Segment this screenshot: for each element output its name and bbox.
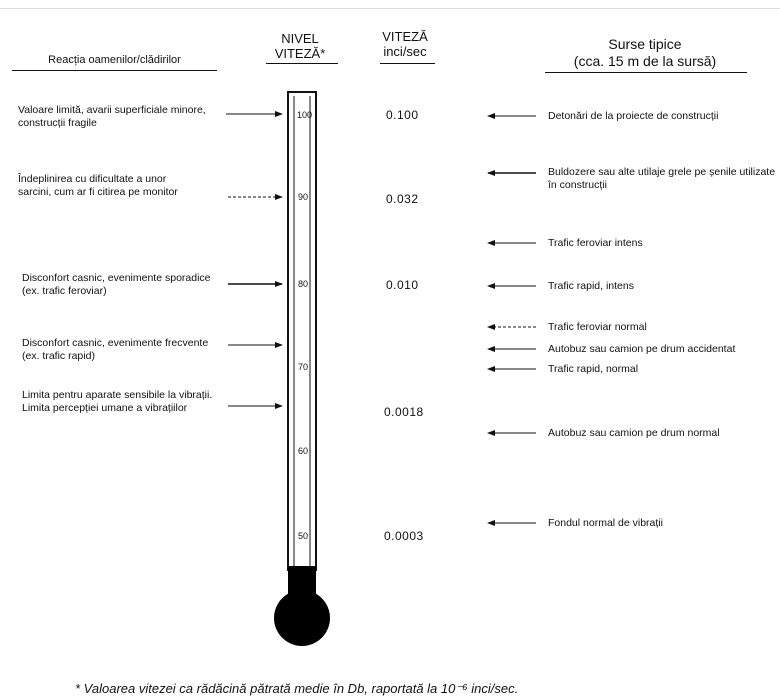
- header-speed-line2: inci/sec: [383, 44, 427, 59]
- source-6: Autobuz sau camion pe drum accidentat: [548, 343, 736, 355]
- scale-tick-80: 80: [298, 279, 309, 289]
- header-level-line1: NIVEL: [281, 31, 319, 46]
- scale-tick-60: 60: [298, 446, 309, 456]
- scale-tick-50: 50: [298, 531, 309, 541]
- speed-value-1: 0.100: [386, 108, 419, 122]
- speed-value-4: 0.0018: [384, 405, 424, 419]
- scale-tick-90: 90: [298, 192, 309, 202]
- speed-value-3: 0.010: [386, 278, 419, 292]
- header-sources-line2: (cca. 15 m de la sursă): [573, 53, 717, 69]
- source-9: Fondul normal de vibrații: [548, 517, 663, 529]
- speed-value-2: 0.032: [386, 192, 419, 206]
- source-2: Buldozere sau alte utilaje grele pe șenile utilizate în construcții: [548, 166, 776, 191]
- left-label-5: Limita pentru aparate sensibile la vibrații. Limita percepției umane a vibrațiilor: [22, 389, 213, 414]
- source-1: Detonări de la proiecte de construcții: [548, 110, 719, 122]
- left-label-1: Valoare limită, avarii superficiale minore, construcții fragile: [18, 104, 206, 129]
- left-label-4: Disconfort casnic, evenimente frecvente (ex. trafic rapid): [22, 337, 209, 362]
- source-4: Trafic rapid, intens: [548, 280, 634, 292]
- source-5: Trafic feroviar normal: [548, 321, 647, 333]
- header-level-line2: VITEZĂ*: [274, 46, 326, 61]
- speed-value-5: 0.0003: [384, 529, 424, 543]
- header-reaction: Reacția oamenilor/clădirilor: [48, 54, 181, 66]
- source-7: Trafic rapid, normal: [548, 363, 639, 375]
- header-sources-line1: Surse tipice: [608, 36, 682, 52]
- left-label-3: Disconfort casnic, evenimente sporadice (ex. trafic feroviar): [22, 272, 211, 297]
- header-speed-line1: VITEZĂ: [382, 29, 428, 44]
- thermometer-bulb: [274, 590, 330, 646]
- scale-tick-100: 100: [297, 110, 313, 120]
- footnote: * Valoarea vitezei ca rădăcină pătrată medie în Db, raportată la 10⁻⁶ inci/sec.: [75, 681, 519, 696]
- source-8: Autobuz sau camion pe drum normal: [548, 427, 720, 439]
- scale-tick-70: 70: [298, 362, 309, 372]
- left-label-2: Îndeplinirea cu dificultate a unor sarcini, cum ar fi citirea pe monitor: [18, 173, 178, 198]
- source-3: Trafic feroviar intens: [548, 237, 643, 249]
